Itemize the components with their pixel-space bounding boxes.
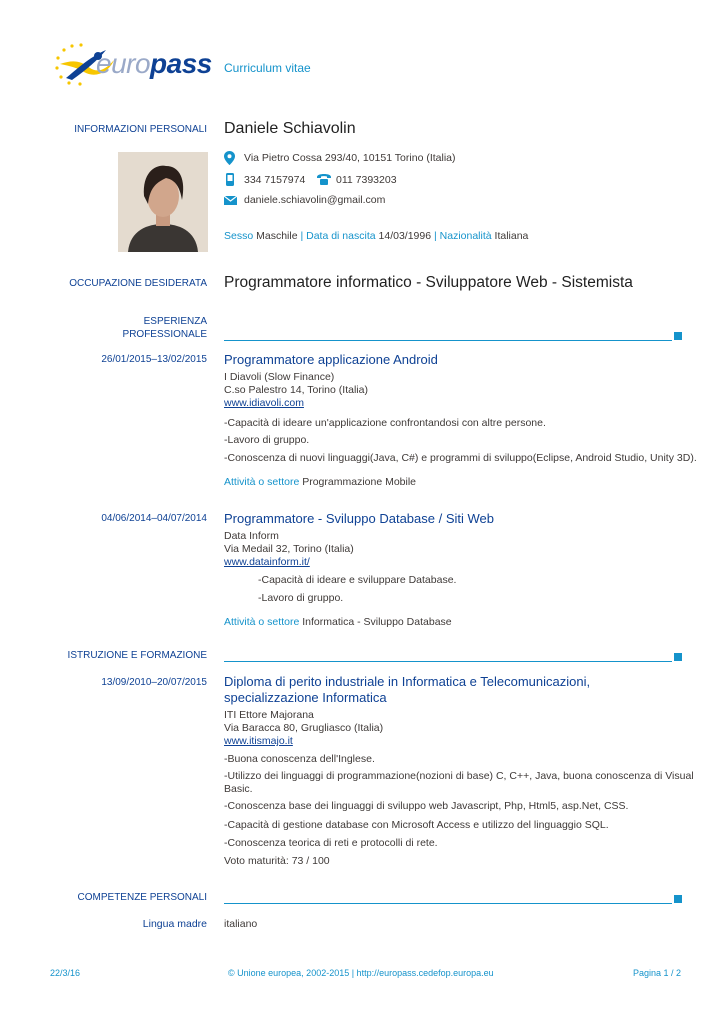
section-divider bbox=[224, 903, 672, 904]
job-1-url[interactable]: www.idiavoli.com bbox=[224, 397, 304, 409]
education-dates: 13/09/2010–20/07/2015 bbox=[101, 677, 207, 688]
nationality-value: Italiana bbox=[494, 230, 529, 242]
school-url[interactable]: www.itismajo.it bbox=[224, 735, 293, 747]
birth-value: 14/03/1996 bbox=[378, 230, 432, 242]
job-2-url[interactable]: www.datainform.it/ bbox=[224, 556, 310, 568]
email-icon bbox=[224, 196, 237, 205]
logo-pass: pass bbox=[150, 48, 212, 79]
skills-label: COMPETENZE PERSONALI bbox=[77, 892, 207, 903]
footer-date: 22/3/16 bbox=[50, 968, 81, 978]
job-1-bullet: -Capacità di ideare un'applicazione confrontandosi con altre persone. bbox=[224, 417, 546, 429]
section-marker bbox=[674, 653, 682, 661]
job-2-bullet: -Lavoro di gruppo. bbox=[258, 592, 344, 604]
job-2-bullet: -Capacità di ideare e sviluppare Database. bbox=[258, 574, 457, 586]
education-line: -Buona conoscenza dell'Inglese. bbox=[224, 753, 375, 765]
desired-job-label: OCCUPAZIONE DESIDERATA bbox=[69, 278, 207, 289]
job-2-dates: 04/06/2014–04/07/2014 bbox=[101, 513, 207, 524]
job-1-bullet: -Lavoro di gruppo. bbox=[224, 434, 310, 446]
experience-label-line1: ESPERIENZA bbox=[143, 316, 207, 327]
education-line: -Conoscenza teorica di reti e protocolli di rete. bbox=[224, 837, 438, 849]
section-marker bbox=[674, 895, 682, 903]
school-address: Via Baracca 80, Grugliasco (Italia) bbox=[224, 722, 384, 734]
education-title-line2: specializzazione Informatica bbox=[224, 690, 387, 705]
europass-logo bbox=[50, 38, 215, 88]
experience-label-line2: PROFESSIONALE bbox=[122, 329, 207, 340]
email-link[interactable]: daniele.schiavolin@gmail.com bbox=[244, 194, 386, 206]
mobile-number: 334 7157974 bbox=[244, 174, 306, 186]
education-grade: Voto maturità: 73 / 100 bbox=[224, 855, 330, 867]
job-1-sector: Programmazione Mobile bbox=[302, 476, 417, 488]
birth-label: Data di nascita bbox=[306, 230, 376, 242]
job-1-sector-line bbox=[224, 476, 416, 488]
job-1-title: Programmatore applicazione Android bbox=[224, 352, 438, 367]
job-1-address: C.so Palestro 14, Torino (Italia) bbox=[224, 384, 368, 396]
separator: | bbox=[434, 230, 437, 242]
job-2-title: Programmatore - Sviluppo Database / Siti Web bbox=[224, 511, 494, 526]
education-label: ISTRUZIONE E FORMAZIONE bbox=[67, 650, 207, 661]
person-photo-icon bbox=[118, 152, 208, 252]
job-1-employer: I Diavoli (Slow Finance) bbox=[224, 371, 335, 383]
logo-euro: euro bbox=[96, 48, 151, 79]
job-1-bullet: -Conoscenza di nuovi linguaggi(Java, C#) e programmi di sviluppo(Eclipse, Android Studio, Unity 3D). bbox=[224, 452, 697, 464]
location-pin-icon bbox=[224, 151, 235, 165]
mother-tongue-label: Lingua madre bbox=[142, 918, 207, 930]
address: Via Pietro Cossa 293/40, 10151 Torino (Italia) bbox=[244, 152, 456, 164]
school-name: ITI Ettore Majorana bbox=[224, 709, 314, 721]
separator: | bbox=[300, 230, 304, 242]
section-marker bbox=[674, 332, 682, 340]
job-1-dates: 26/01/2015–13/02/2015 bbox=[101, 354, 207, 365]
mother-tongue: italiano bbox=[224, 918, 258, 930]
education-line: -Conoscenza base dei linguaggi di sviluppo web Javascript, Php, Html5, asp.Net, CSS. bbox=[224, 800, 629, 812]
section-divider bbox=[224, 340, 672, 341]
sex-value: Maschile bbox=[256, 230, 298, 242]
footer-copyright: © Unione europea, 2002-2015 | http://europass.cedefop.europa.eu bbox=[228, 968, 494, 978]
education-line: -Utilizzo dei linguaggi di programmazione(nozioni di base) C, C++, Java, buona conoscenza di Visual bbox=[224, 770, 694, 782]
job-2-address: Via Medail 32, Torino (Italia) bbox=[224, 543, 354, 555]
telephone-icon bbox=[317, 174, 331, 185]
sex-label: Sesso bbox=[224, 230, 254, 242]
desired-job-title: Programmatore informatico - Sviluppatore Web - Sistemista bbox=[224, 274, 633, 291]
footer-page: Pagina 1 / 2 bbox=[632, 968, 681, 978]
job-2-sector-line bbox=[224, 616, 452, 628]
section-divider bbox=[224, 661, 672, 662]
job-2-employer: Data Inform bbox=[224, 530, 279, 542]
doc-type: Curriculum vitae bbox=[224, 61, 311, 75]
sector-label: Attività o settore bbox=[224, 616, 300, 628]
education-line: -Capacità di gestione database con Microsoft Access e utilizzo del linguaggio SQL. bbox=[224, 819, 609, 831]
mobile-phone-icon bbox=[226, 173, 234, 186]
profile-photo bbox=[118, 152, 208, 252]
sector-label: Attività o settore bbox=[224, 476, 300, 488]
full-name: Daniele Schiavolin bbox=[224, 120, 356, 137]
phone-number: 011 7393203 bbox=[336, 174, 397, 186]
personal-details-line bbox=[224, 230, 528, 242]
education-title-line1: Diploma di perito industriale in Informatica e Telecomunicazioni, bbox=[224, 674, 591, 689]
education-line: Basic. bbox=[224, 783, 253, 795]
job-2-sector: Informatica - Sviluppo Database bbox=[302, 616, 452, 628]
nationality-label: Nazionalità bbox=[439, 230, 492, 242]
personal-section-label: INFORMAZIONI PERSONALI bbox=[74, 124, 207, 135]
